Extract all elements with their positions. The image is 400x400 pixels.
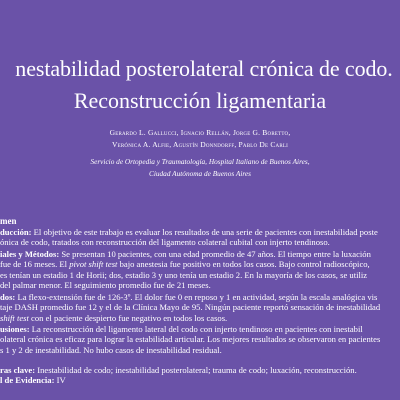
keywords-text: Inestabilidad de codo; inestabilidad posterolateral; trauma de codo; luxación, reconstrucción. [35,365,357,375]
methods-line-4: del palmar menor. El seguimiento promedio fue de 21 meses. [0,279,211,290]
conclusions-label: usiones: [0,324,30,334]
methods-label: iales y Métodos: [0,249,60,259]
article-header [0,0,400,190]
author-list [0,127,400,151]
article-title-line-1: nestabilidad posterolateral crónica de codo. [15,56,393,81]
affiliation [0,156,400,180]
methods-text-2-italic: pivot shift test [69,259,118,270]
intro-text-1: El objetivo de este trabajo es evaluar los resultados de una serie de pacientes con inestabilidad poste [31,227,378,237]
abstract-introduction [0,227,400,248]
methods-line-1 [0,249,400,259]
keywords-label: ras clave: [0,365,36,375]
intro-label: ducción: [0,227,32,237]
abstract-methods [0,249,400,290]
results-text-3: con el paciente despierto fue negativo en todos los casos. [28,312,228,323]
evidence-line [0,375,400,385]
intro-line-2: ónica de codo, tratados con reconstrucción del ligamento colateral cubital con injerto tendinoso. [0,237,330,248]
evidence-label: l de Evidencia: [0,375,55,386]
abstract-heading: men [0,216,17,226]
abstract-conclusions [0,324,400,355]
intro-line-1 [0,227,400,237]
results-line-3 [0,313,400,323]
results-line-1 [0,292,400,302]
keywords-line [0,365,400,375]
evidence-text: IV [54,375,66,386]
results-label: dos: [0,292,16,302]
methods-text-1: Se presentan 10 pacientes, con una edad promedio de 47 años. El tiempo entre la luxación [59,249,371,259]
abstract-section [0,198,400,400]
methods-line-2 [0,259,400,269]
methods-text-2b: bajo anestesia fue positivo en todos los casos. Bajo control radioscópico, [117,259,370,270]
conclusions-line-1 [0,324,400,334]
results-text-3-italic: shift test [0,312,29,323]
author-line-2: Verónica A. Alfie, Agustín Donndorff, Pablo De Carli [112,140,288,149]
methods-line-3: es tenían un estadio 1 de Horii; dos, estadio 3 y uno tenía un estadio 2. En la mayoría de los casos, se utiliz [0,269,368,280]
affiliation-line-1: Servicio de Ortopedia y Traumatología, Hospital Italiano de Buenos Aires, [90,157,310,166]
conclusions-text-1: La reconstrucción del ligamento lateral del codo con injerto tendinoso en pacientes con inestabil [29,324,363,334]
affiliation-line-2: Ciudad Autónoma de Buenos Aires [148,169,252,178]
article-title-line-2: Reconstrucción ligamentaria [73,88,327,113]
conclusions-line-3: s 1 y 2 de inestabilidad. No hubo casos de inestabilidad residual. [0,344,222,355]
author-line-1: Gerardo L. Gallucci, Ignacio Rellán, Jorge G. Boretto, [109,128,291,137]
methods-text-2a: fue de 16 meses. El [0,259,70,270]
results-line-2: taje DASH promedio fue 12 y el de la Clínica Mayo de 95. Ningún paciente reportó sensación de inestabilidad [0,302,381,313]
abstract-results [0,292,400,323]
conclusions-line-2: olateral crónica es eficaz para lograr la estabilidad articular. Los mejores resultados se observaron en pacientes [0,334,381,345]
results-text-1: La flexo-extensión fue de 126-3º. El dolor fue 0 en reposo y 1 en actividad, según la escala analógica vis [15,292,378,302]
abstract-keywords [0,365,400,386]
